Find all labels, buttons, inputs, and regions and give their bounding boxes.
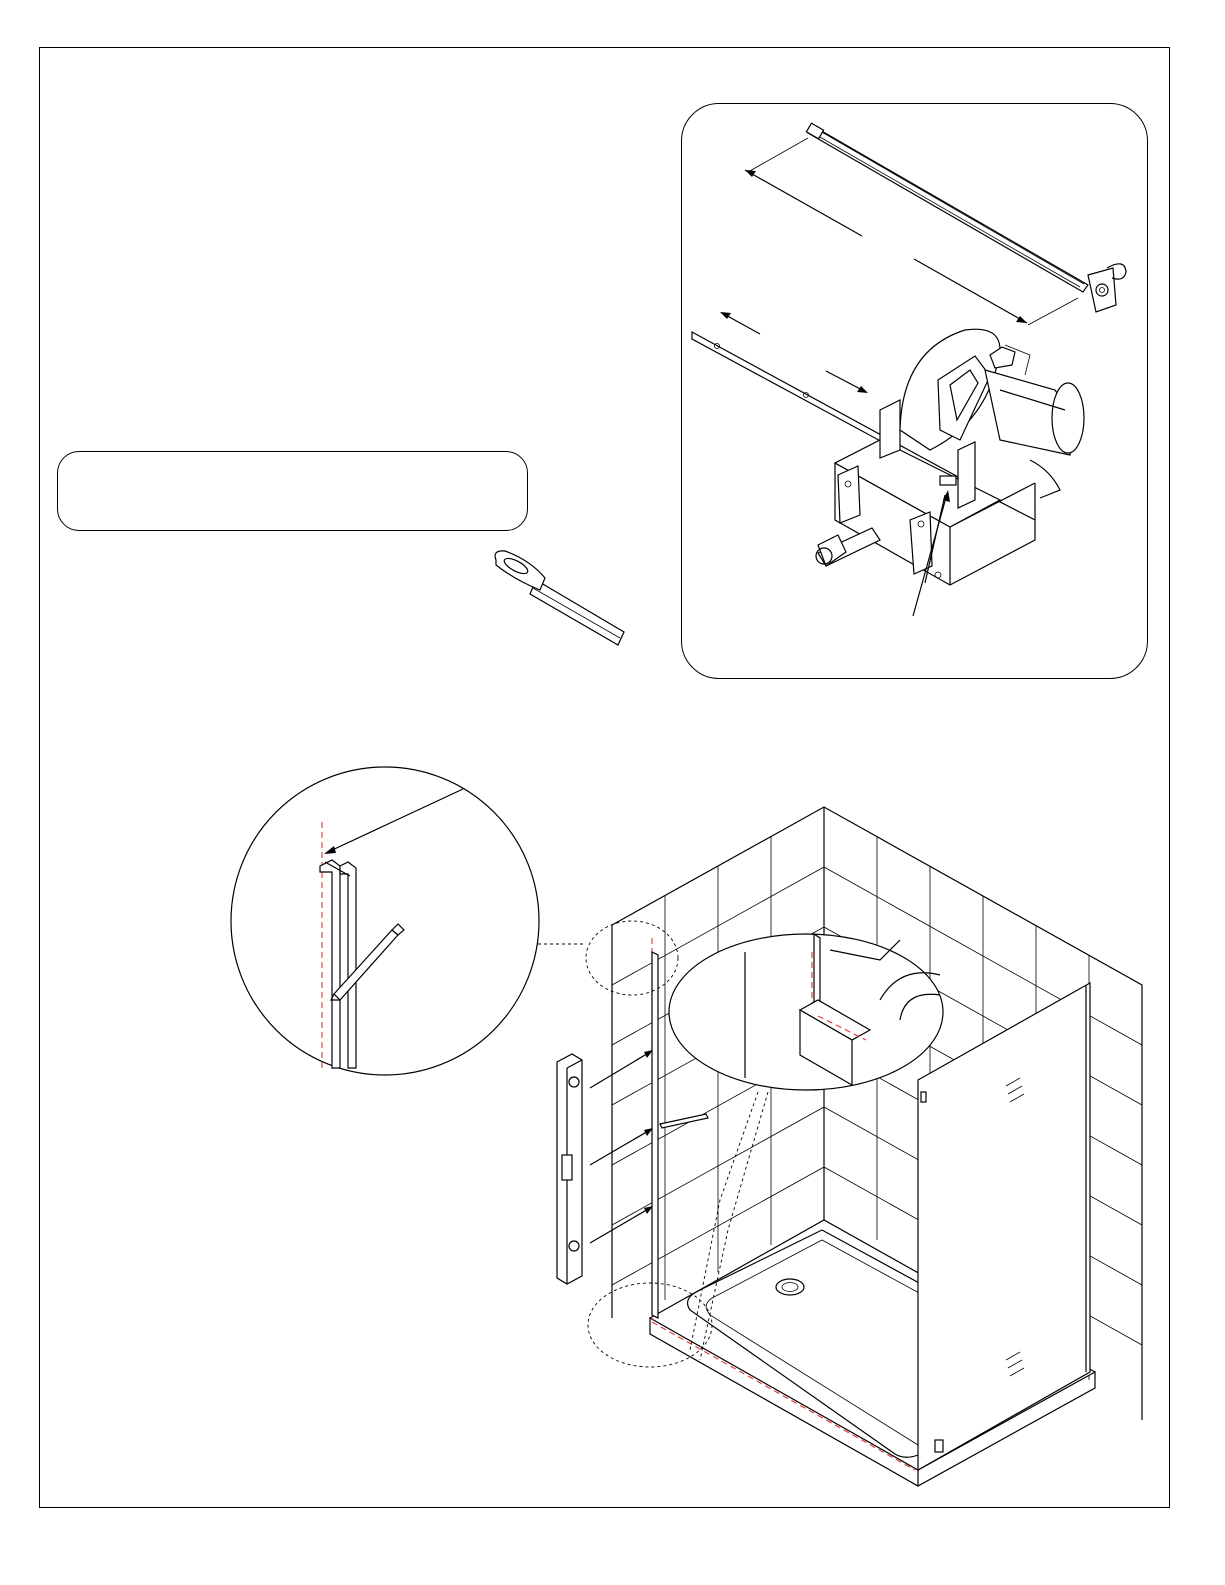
base-corner-zoom-detail xyxy=(669,934,943,1090)
channel-zoom-detail xyxy=(231,767,539,1075)
glass-panel-icon xyxy=(918,983,1090,1470)
spirit-level-icon xyxy=(557,1054,582,1284)
